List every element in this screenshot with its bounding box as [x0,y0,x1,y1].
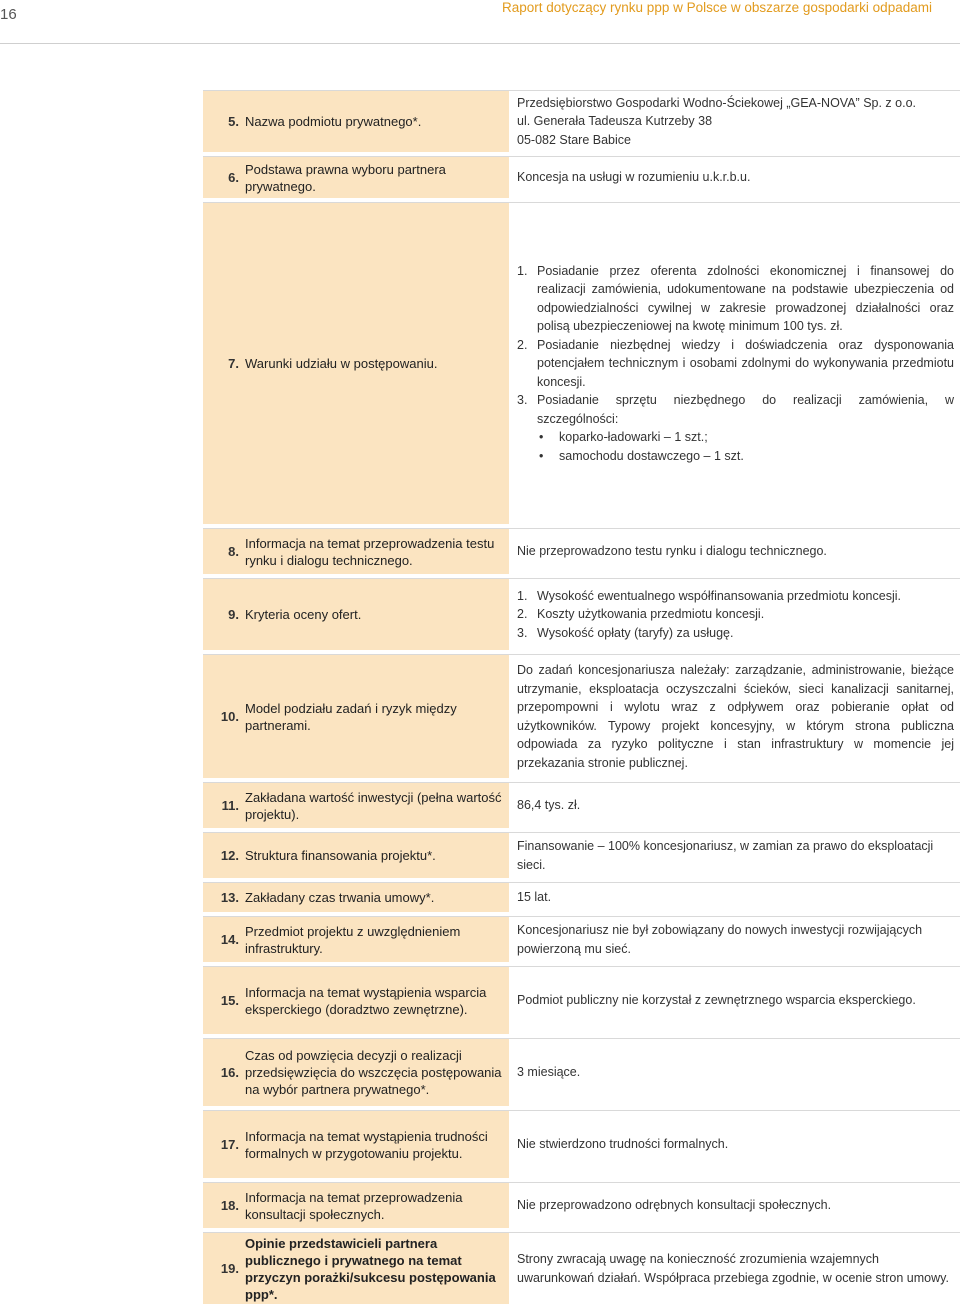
row-value [517,91,960,152]
bullet-icon [517,447,559,466]
item-number: 2. [517,607,528,622]
item-number: 3. [517,625,528,640]
table-row [203,1232,960,1304]
item-text: Posiadanie niezbędnej wiedzy i doświadczenia oraz dysponowania potencjałem technicznym i osobami zdolnymi do wykonywania przedmiotu koncesji. [537,337,954,389]
row-label: Model podziału zadań i ryzyk między partnerami. [245,655,509,778]
row-number: 11. [203,783,245,828]
bullet-item [517,447,954,466]
table-row [203,90,960,152]
value-line: ul. Generała Tadeusza Kutrzeby 38 [517,114,713,129]
table-row [203,654,960,778]
table-row [203,832,960,878]
row-label: Struktura finansowania projektu*. [245,833,509,878]
row-label: Informacja na temat przeprowadzenia konsultacji społecznych. [245,1183,509,1228]
row-value [517,579,960,650]
row-label: Kryteria oceny ofert. [245,579,509,650]
row-number: 10. [203,655,245,778]
row-number: 13. [203,883,245,912]
row-label: Informacja na temat przeprowadzenia testu rynku i dialogu technicznego. [245,529,509,574]
row-number: 8. [203,529,245,574]
row-number: 14. [203,917,245,962]
table-row [203,882,960,912]
item-text: Posiadanie przez oferenta zdolności ekonomicznej i finansowej do realizacji zamówienia, udokumentowane na podstawie ubezpieczenia od odpowiedzialności cywilnej w zakresie prowadzonej działalności oraz polisą ubezpieczeniowej na kwotę minimum 100 tys. zł. [537,263,954,334]
row-number: 18. [203,1183,245,1228]
table-row [203,1110,960,1178]
value-line: Przedsiębiorstwo Gospodarki Wodno-Ściekowej „GEA-NOVA” Sp. z o.o. [517,95,916,110]
table-row [203,782,960,828]
row-number: 16. [203,1039,245,1106]
item-text: Koszty użytkowania przedmiotu koncesji. [537,607,765,622]
row-label: Zakładany czas trwania umowy*. [245,883,509,912]
row-number: 9. [203,579,245,650]
row-number: 15. [203,967,245,1034]
bullet-item [517,428,954,447]
item-text: Posiadanie sprzętu niezbędnego do realizacji zamówienia, w szczególności: [537,393,954,426]
row-number: 12. [203,833,245,878]
table-row [203,916,960,962]
row-value: Koncesja na usługi w rozumieniu u.k.r.b.u. [517,157,960,198]
row-label: Zakładana wartość inwestycji (pełna wartość projektu). [245,783,509,828]
table-row [203,578,960,650]
row-number: 17. [203,1111,245,1178]
row-label: Warunki udziału w postępowaniu. [245,203,509,524]
item-number: 1. [517,588,528,603]
item-number: 2. [517,337,528,352]
item-text: Wysokość ewentualnego współfinansowania przedmiotu koncesji. [537,588,901,603]
table-row [203,1182,960,1228]
row-number: 7. [203,203,245,524]
row-value: Strony zwracają uwagę na konieczność zrozumienia wzajemnych uwarunkowań działań. Współpraca przebiega zgodnie, w ocenie stron umowy. [517,1233,960,1304]
row-label: Informacja na temat wystąpienia trudności formalnych w przygotowaniu projektu. [245,1111,509,1178]
row-value: Podmiot publiczny nie korzystał z zewnętrznego wsparcia eksperckiego. [517,967,960,1034]
header-divider [0,43,960,44]
table-row [203,1038,960,1106]
row-number: 19. [203,1233,245,1304]
row-label: Informacja na temat wystąpienia wsparcia eksperckiego (doradztwo zewnętrzne). [245,967,509,1034]
row-value: 86,4 tys. zł. [517,783,960,828]
numbered-item [517,605,954,624]
row-value: Koncesjonariusz nie był zobowiązany do nowych inwestycji rozwijających powierzoną mu sieć. [517,917,960,962]
row-value: Nie przeprowadzono testu rynku i dialogu technicznego. [517,529,960,574]
item-number: 1. [517,263,528,278]
value-line: 05-082 Stare Babice [517,132,631,147]
item-text: Wysokość opłaty (taryfy) za usługę. [537,625,734,640]
row-label: Podstawa prawna wyboru partnera prywatnego. [245,157,509,198]
bullet-text: koparko-ładowarki – 1 szt.; [559,430,708,445]
row-value: 3 miesiące. [517,1039,960,1106]
row-value: Nie stwierdzono trudności formalnych. [517,1111,960,1178]
table-row [203,966,960,1034]
table-row [203,156,960,198]
row-value: Do zadań koncesjonariusza należały: zarządzanie, administrowanie, bieżące utrzymanie, eksploatacja oczyszczalni ścieków, sieci kanalizacji sanitarnej, przepompowni i wylotu wraz z odpływem oraz pobieranie opłat od użytkowników. Typowy projekt koncesyjny, w którym strona publiczna odpowiada za ryzyko polityczne i stan infrastruktury w momencie jej przekazania stronie publicznej. [517,655,960,778]
row-value: 15 lat. [517,883,960,912]
row-value: Nie przeprowadzono odrębnych konsultacji społecznych. [517,1183,960,1228]
row-number: 6. [203,157,245,198]
table-row [203,528,960,574]
row-value [517,203,960,524]
row-label: Opinie przedstawicieli partnera publicznego i prywatnego na temat przyczyn porażki/sukcesu postępowania ppp*. [245,1233,509,1304]
numbered-item [517,391,954,428]
running-header-title: Raport dotyczący rynku ppp w Polsce w obszarze gospodarki odpadami [502,0,932,15]
row-number: 5. [203,91,245,152]
row-label: Przedmiot projektu z uwzględnieniem infrastruktury. [245,917,509,962]
numbered-item [517,336,954,392]
row-label: Czas od powzięcia decyzji o realizacji przedsięwzięcia do wszczęcia postępowania na wybór partnera prywatnego*. [245,1039,509,1106]
row-label: Nazwa podmiotu prywatnego*. [245,91,509,152]
bullet-text: samochodu dostawczego – 1 szt. [559,448,744,463]
table-row [203,202,960,524]
row-value: Finansowanie – 100% koncesjonariusz, w zamian za prawo do eksploatacji sieci. [517,833,960,878]
numbered-item [517,624,954,643]
page-number: 16 [0,6,17,23]
bullet-icon [517,428,559,447]
numbered-item [517,587,954,606]
item-number: 3. [517,393,528,408]
numbered-item [517,262,954,336]
